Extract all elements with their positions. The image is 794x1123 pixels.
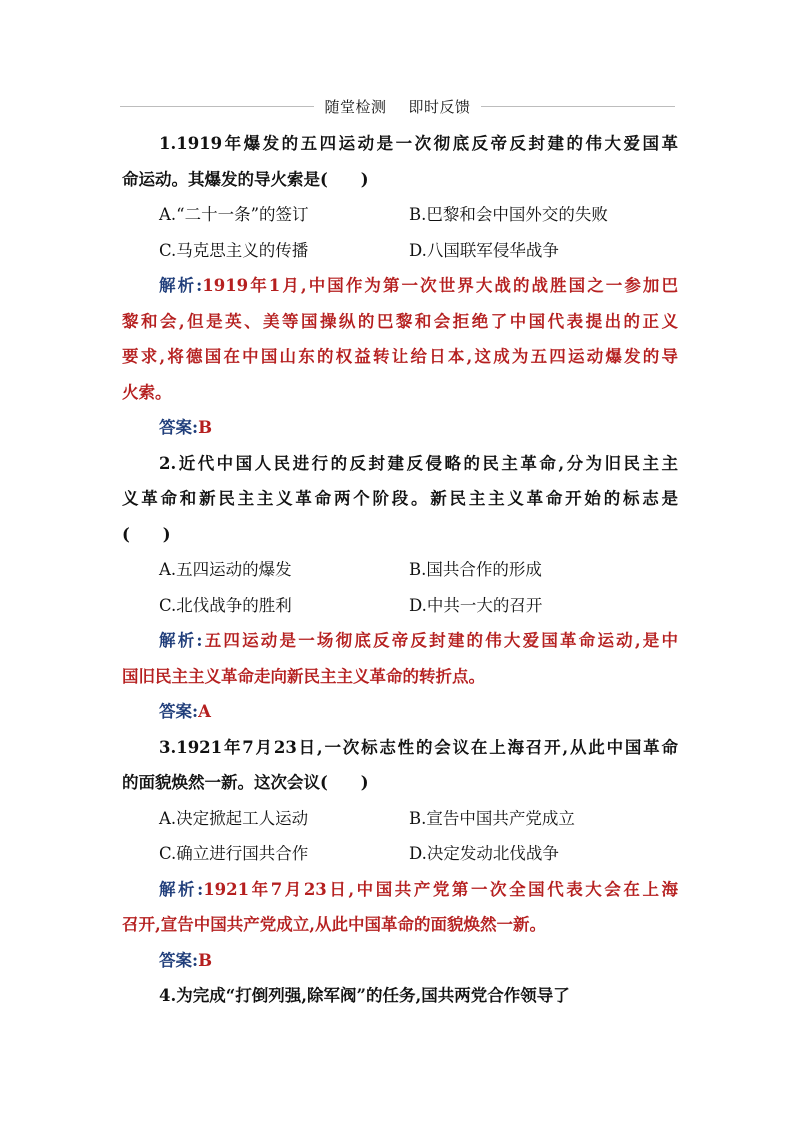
q3-answer-label: 答案: bbox=[159, 950, 199, 970]
section-header bbox=[120, 95, 675, 117]
q3-option-c: C.确立进行国共合作 bbox=[159, 844, 309, 863]
q1-explanation-line4: 火索。 bbox=[122, 382, 172, 402]
q3-stem-line1: 3.1921年7月23日,一次标志性的会议在上海召开,从此中国革命 bbox=[159, 737, 678, 757]
q1-explanation-text1: 1919年1月,中国作为第一次世界大战的战胜国之一参加巴 bbox=[202, 276, 678, 295]
q1-explanation-line1 bbox=[122, 268, 678, 304]
q1-option-b: B.巴黎和会中国外交的失败 bbox=[409, 205, 608, 224]
q3-explanation-line1 bbox=[122, 872, 678, 908]
q3-explanation-text1: 1921年7月23日,中国共产党第一次全国代表大会在上海 bbox=[203, 879, 678, 899]
q2-explanation-line2: 国旧民主主义革命走向新民主主义革命的转折点。 bbox=[122, 666, 485, 686]
q1-stem-line1: 1.1919年爆发的五四运动是一次彻底反帝反封建的伟大爱国革 bbox=[159, 134, 678, 153]
q1-options-row2 bbox=[122, 233, 678, 269]
q3-option-a: A.决定掀起工人运动 bbox=[159, 808, 309, 828]
q2-answer bbox=[122, 694, 678, 730]
q1-explanation-label: 解析: bbox=[159, 276, 203, 295]
q1-explanation-line2: 黎和会,但是英、美等国操纵的巴黎和会拒绝了中国代表提出的正义 bbox=[122, 311, 678, 331]
q1-option-c: C.马克思主义的传播 bbox=[159, 240, 309, 260]
q3-stem-line2: 的面貌焕然一新。这次会议( ) bbox=[122, 773, 369, 792]
q4-stem-line1: 4.为完成“打倒列强,除军阀”的任务,国共两党合作领导了 bbox=[159, 986, 570, 1005]
q1-answer bbox=[122, 410, 678, 446]
q3-explanation-line2: 召开,宣告中国共产党成立,从此中国革命的面貌焕然一新。 bbox=[122, 915, 546, 934]
header-rule-right bbox=[481, 106, 675, 107]
q1-stem-line2: 命运动。其爆发的导火索是( ) bbox=[122, 169, 369, 189]
q2-option-b: B.国共合作的形成 bbox=[409, 560, 542, 579]
q2-explanation-text1: 五四运动是一场彻底反帝反封建的伟大爱国革命运动,是中 bbox=[202, 631, 678, 650]
section-title-part2: 即时反馈 bbox=[408, 97, 471, 116]
q2-option-a: A.五四运动的爆发 bbox=[159, 560, 292, 579]
q2-option-d: D.中共一大的召开 bbox=[409, 595, 543, 615]
q2-option-c: C.北伐战争的胜利 bbox=[159, 595, 292, 615]
q1-explanation-line3: 要求,将德国在中国山东的权益转让给日本,这成为五四运动爆发的导 bbox=[122, 347, 678, 366]
q3-option-d: D.决定发动北伐战争 bbox=[409, 844, 559, 863]
q2-explanation-line1 bbox=[122, 623, 678, 659]
q3-answer-value: B bbox=[198, 950, 213, 970]
q2-options-row1 bbox=[122, 552, 678, 588]
q3-options-row2 bbox=[122, 836, 678, 872]
section-title bbox=[314, 96, 480, 117]
q2-explanation-label: 解析: bbox=[159, 631, 203, 650]
q2-stem-line1: 2.近代中国人民进行的反封建反侵略的民主革命,分为旧民主主 bbox=[159, 453, 678, 473]
q3-option-b: B.宣告中国共产党成立 bbox=[409, 808, 575, 828]
q2-answer-label: 答案: bbox=[159, 702, 199, 721]
q1-options-row1 bbox=[122, 197, 678, 233]
q1-answer-value: B bbox=[198, 418, 213, 437]
q2-answer-value: A bbox=[198, 702, 211, 721]
q2-stem-line3: ( ) bbox=[122, 524, 171, 544]
q1-option-a: A.“二十一条”的签订 bbox=[159, 205, 309, 224]
header-rule-left bbox=[120, 106, 314, 107]
q2-options-row2 bbox=[122, 588, 678, 624]
q1-option-d: D.八国联军侵华战争 bbox=[409, 240, 559, 260]
q1-answer-label: 答案: bbox=[159, 418, 199, 437]
q3-answer bbox=[122, 943, 678, 979]
q3-explanation-label: 解析: bbox=[159, 879, 204, 899]
q3-options-row1 bbox=[122, 801, 678, 837]
question-list bbox=[122, 126, 678, 1014]
section-title-part1: 随堂检测 bbox=[324, 97, 387, 116]
q2-stem-line2: 义革命和新民主主义革命两个阶段。新民主主义革命开始的标志是 bbox=[122, 489, 678, 508]
